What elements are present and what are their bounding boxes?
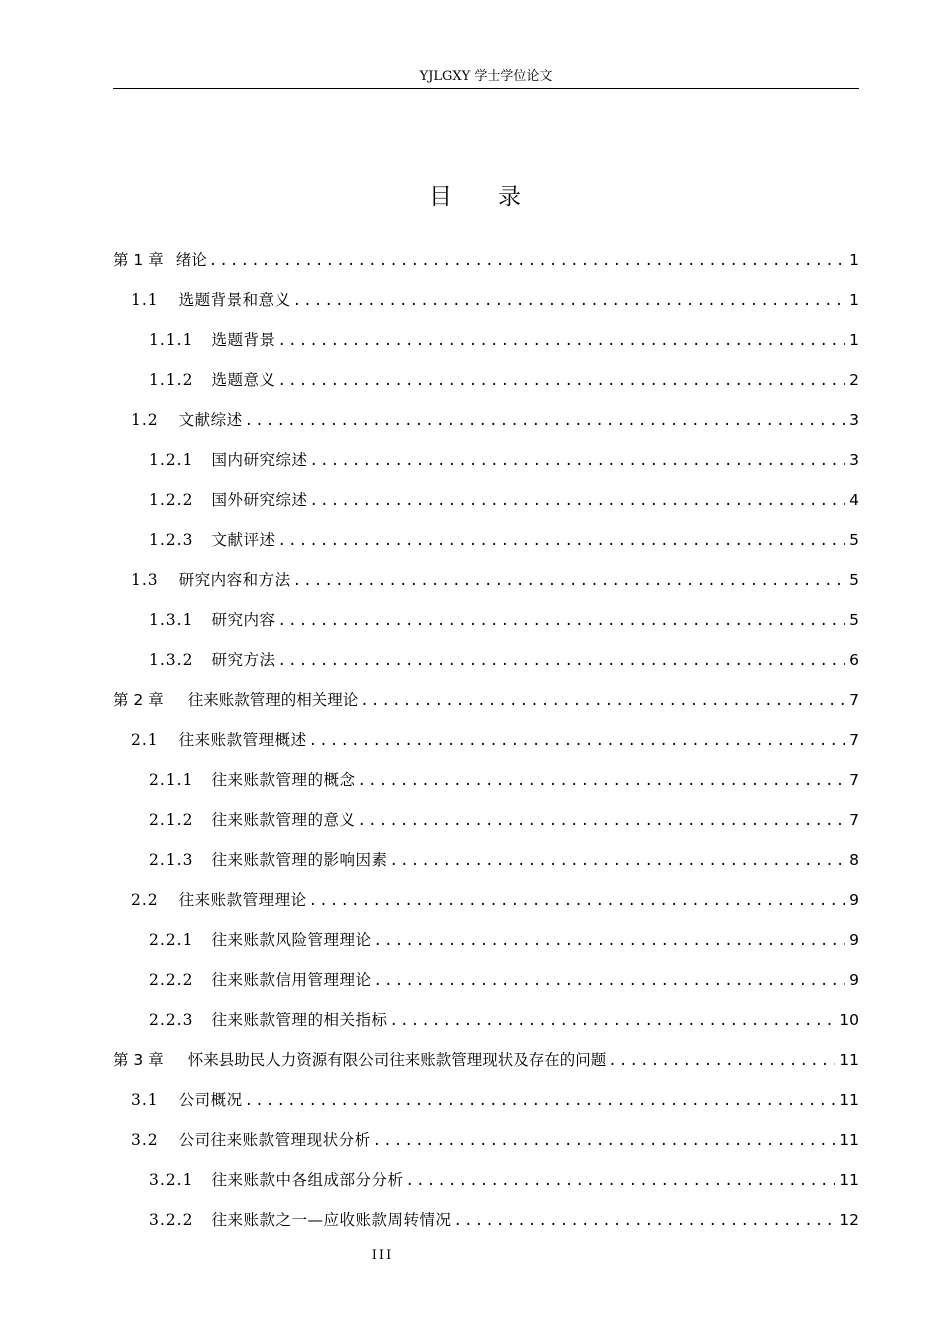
toc-entry-number: 2.1 <box>131 731 159 749</box>
toc-entry[interactable] <box>113 400 859 440</box>
toc-entry[interactable] <box>113 600 859 640</box>
toc-entry[interactable] <box>113 800 859 840</box>
toc-entry[interactable] <box>113 840 859 880</box>
toc-entry-number: 2.2.2 <box>149 971 194 989</box>
toc-entry-number: 1.2 <box>131 411 159 429</box>
toc-entry-title: 绪论 <box>175 251 207 269</box>
dot-leader <box>405 1161 835 1201</box>
toc-entry-title: 怀来县助民人力资源有限公司往来账款管理现状及存在的问题 <box>187 1051 607 1069</box>
toc-entry-page: 5 <box>849 571 859 589</box>
dot-leader <box>277 601 845 641</box>
dot-leader <box>373 921 845 961</box>
dot-leader <box>245 1081 836 1121</box>
toc-entry-page: 11 <box>839 1131 859 1149</box>
toc-entry-number: 3.2.2 <box>149 1211 194 1229</box>
toc-entry-page: 7 <box>849 811 859 829</box>
toc-entry-number: 2.1.3 <box>149 851 194 869</box>
dot-leader <box>209 241 845 281</box>
dot-leader <box>453 1201 835 1241</box>
toc-entry-number: 1.1.1 <box>149 331 194 349</box>
toc-entry-number: 2.1.1 <box>149 771 194 789</box>
toc-entry-page: 3 <box>849 411 859 429</box>
toc-entry-title: 研究方法 <box>211 651 276 669</box>
toc-entry-title: 公司往来账款管理现状分析 <box>178 1131 371 1149</box>
toc-entry-page: 9 <box>849 891 859 909</box>
toc-entry-number: 3.2.1 <box>149 1171 194 1189</box>
dot-leader <box>277 641 845 681</box>
toc-entry-number: 2.2.3 <box>149 1011 194 1029</box>
toc-entry-title: 往来账款管理的相关理论 <box>187 691 359 709</box>
toc-entry-title: 往来账款风险管理理论 <box>211 931 372 949</box>
toc-entry-title: 往来账款管理理论 <box>178 891 307 909</box>
dot-leader <box>309 481 845 521</box>
toc-entry-title: 往来账款中各组成部分分析 <box>211 1171 404 1189</box>
toc-entry-number: 3.1 <box>131 1091 159 1109</box>
toc-entry[interactable] <box>113 560 859 600</box>
toc-entry-title: 往来账款管理的意义 <box>211 811 356 829</box>
toc-entry-title: 往来账款之一—应收账款周转情况 <box>211 1211 452 1229</box>
toc-entry[interactable] <box>113 480 859 520</box>
toc-entry[interactable] <box>113 680 859 720</box>
toc-entry-page: 8 <box>849 851 859 869</box>
toc-entry-page: 6 <box>849 651 859 669</box>
toc-entry[interactable] <box>113 1080 859 1120</box>
dot-leader <box>277 321 845 361</box>
toc-entry-page: 10 <box>839 1011 859 1029</box>
toc-entry-title: 研究内容和方法 <box>178 571 291 589</box>
dot-leader <box>357 801 845 841</box>
toc-entry-title: 公司概况 <box>178 1091 243 1109</box>
toc-entry[interactable] <box>113 1200 859 1240</box>
toc-entry[interactable] <box>113 960 859 1000</box>
toc-entry-title: 文献综述 <box>178 411 243 429</box>
toc-entry-title: 国外研究综述 <box>211 491 308 509</box>
toc-entry[interactable] <box>113 240 859 280</box>
toc-entry-title: 国内研究综述 <box>211 451 308 469</box>
toc-entry-page: 1 <box>849 251 859 269</box>
toc-entry-title: 选题背景 <box>211 331 276 349</box>
dot-leader <box>293 281 845 321</box>
dot-leader <box>389 841 845 881</box>
toc-entry-page: 11 <box>839 1091 859 1109</box>
toc-entry-number: 1.2.2 <box>149 491 194 509</box>
header-rule <box>113 88 859 89</box>
toc-entry[interactable] <box>113 640 859 680</box>
toc-entry-number: 1.3.1 <box>149 611 194 629</box>
toc-entry[interactable] <box>113 1040 859 1080</box>
toc-entry[interactable] <box>113 920 859 960</box>
dot-leader <box>277 521 845 561</box>
toc-entry[interactable] <box>113 720 859 760</box>
toc-entry[interactable] <box>113 760 859 800</box>
dot-leader <box>389 1001 835 1041</box>
toc-entry-title: 往来账款管理的影响因素 <box>211 851 388 869</box>
toc-entry-page: 11 <box>839 1051 859 1069</box>
toc-entry-page: 4 <box>849 491 859 509</box>
toc-entry[interactable] <box>113 360 859 400</box>
toc-entry-number: 第 1 章 <box>113 251 164 269</box>
toc-entry-number: 1.3.2 <box>149 651 194 669</box>
dot-leader <box>373 961 845 1001</box>
toc-entry[interactable] <box>113 1000 859 1040</box>
toc-entry[interactable] <box>113 520 859 560</box>
toc-entry-title: 往来账款管理的相关指标 <box>211 1011 388 1029</box>
toc-entry-number: 2.2.1 <box>149 931 194 949</box>
toc-entry-number: 1.1 <box>131 291 159 309</box>
toc-entry-number: 第 2 章 <box>113 691 164 709</box>
toc-entry-page: 1 <box>849 331 859 349</box>
toc-entry-number: 2.1.2 <box>149 811 194 829</box>
toc-entry[interactable] <box>113 440 859 480</box>
toc-entry-number: 1.1.2 <box>149 371 194 389</box>
toc-entry-page: 7 <box>849 771 859 789</box>
toc-entry-page: 7 <box>849 691 859 709</box>
dot-leader <box>373 1121 836 1161</box>
toc-entry[interactable] <box>113 1120 859 1160</box>
dot-leader <box>277 361 845 401</box>
toc-entry-page: 12 <box>839 1211 859 1229</box>
toc-entry-number: 第 3 章 <box>113 1051 164 1069</box>
dot-leader <box>309 721 845 761</box>
toc-entry-title: 选题背景和意义 <box>178 291 291 309</box>
toc-entry-page: 3 <box>849 451 859 469</box>
toc-entry-page: 2 <box>849 371 859 389</box>
toc-entry-title: 研究内容 <box>211 611 276 629</box>
toc-entry-number: 1.3 <box>131 571 159 589</box>
dot-leader <box>309 881 845 921</box>
toc-entry-page: 1 <box>849 291 859 309</box>
toc-entry-page: 5 <box>849 611 859 629</box>
toc-entry[interactable] <box>113 880 859 920</box>
toc-entry-title: 文献评述 <box>211 531 276 549</box>
toc-entry-number: 1.2.3 <box>149 531 194 549</box>
toc-entry-number: 2.2 <box>131 891 159 909</box>
toc-entry-number: 3.2 <box>131 1131 159 1149</box>
table-of-contents <box>113 240 859 1240</box>
toc-entry[interactable] <box>113 1160 859 1200</box>
dot-leader <box>293 561 845 601</box>
toc-entry-page: 9 <box>849 931 859 949</box>
toc-entry-title: 往来账款管理的概念 <box>211 771 356 789</box>
toc-entry-number: 1.2.1 <box>149 451 194 469</box>
dot-leader <box>245 401 845 441</box>
toc-entry[interactable] <box>113 320 859 360</box>
toc-title: 目录 <box>429 184 567 210</box>
dot-leader <box>309 441 845 481</box>
running-header: YJLGXY 学士学位论文 <box>419 69 553 84</box>
toc-entry-page: 11 <box>839 1171 859 1189</box>
page-number: III <box>371 1248 394 1263</box>
toc-entry-page: 9 <box>849 971 859 989</box>
dot-leader <box>360 681 845 721</box>
toc-entry-page: 7 <box>849 731 859 749</box>
dot-leader <box>608 1041 835 1081</box>
toc-entry-page: 5 <box>849 531 859 549</box>
toc-entry[interactable] <box>113 280 859 320</box>
toc-entry-title: 选题意义 <box>211 371 276 389</box>
toc-entry-title: 往来账款管理概述 <box>178 731 307 749</box>
dot-leader <box>357 761 845 801</box>
toc-entry-title: 往来账款信用管理理论 <box>211 971 372 989</box>
